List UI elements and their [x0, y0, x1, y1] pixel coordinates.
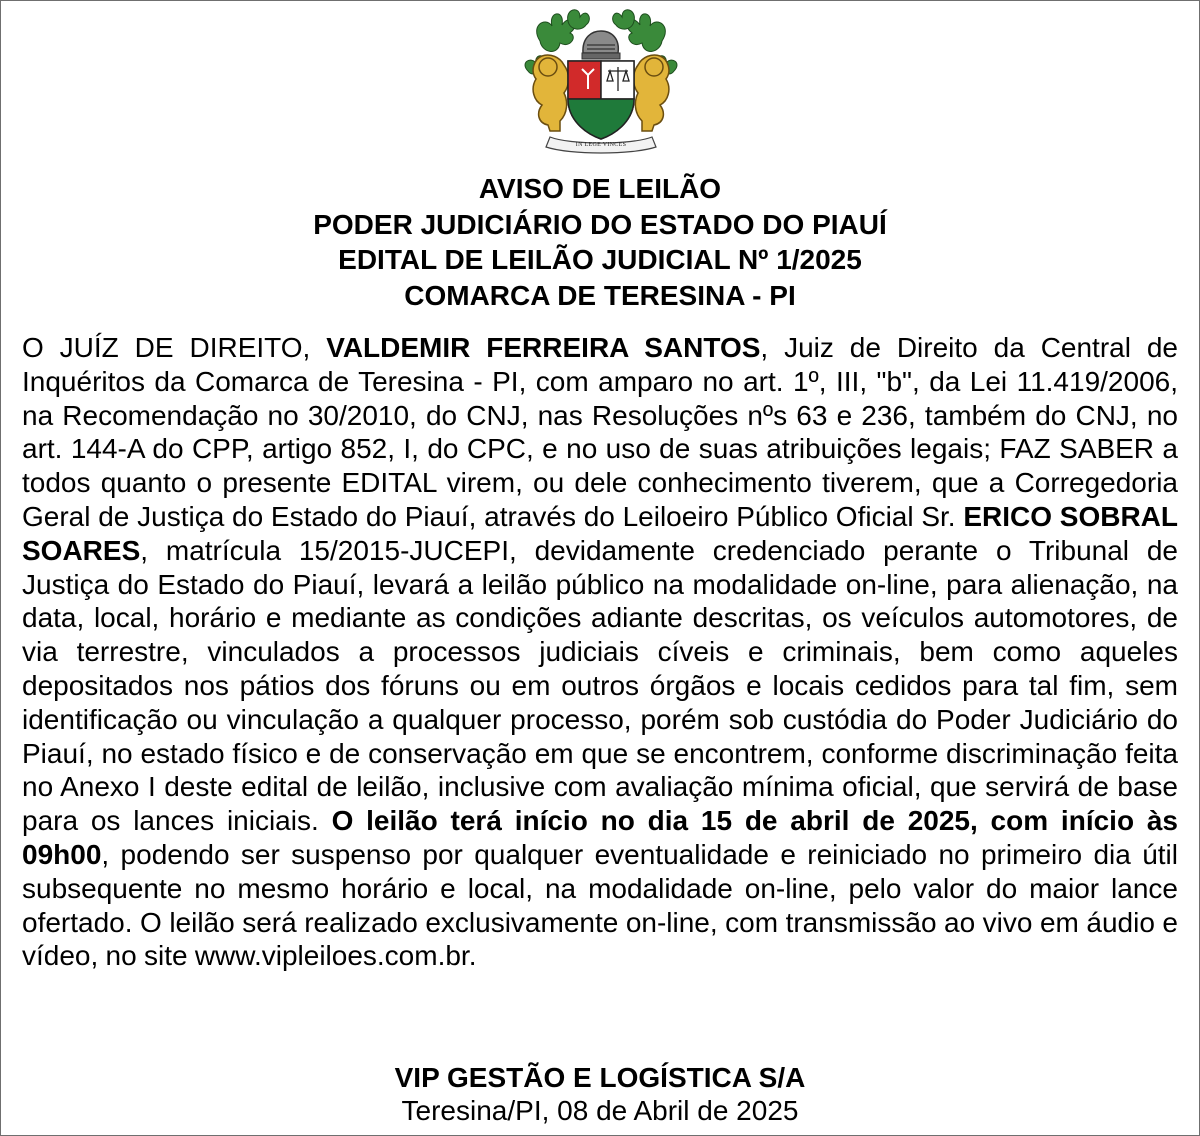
notice-footer	[1, 1061, 1199, 1127]
auctioneer-name: ERICO SOBRAL SOARES	[22, 500, 1178, 566]
coat-of-arms	[490, 1, 712, 159]
coat-of-arms-icon	[490, 1, 712, 159]
district-name: COMARCA DE TERESINA - PI	[404, 279, 796, 311]
edict-number: EDITAL DE LEILÃO JUDICIAL Nº 1/2025	[338, 244, 862, 275]
place-and-date: Teresina/PI, 08 de Abril de 2025	[401, 1095, 799, 1126]
judge-name: VALDEMIR FERREIRA SANTOS	[326, 332, 761, 363]
crest-motto: IN LEGE VINCES	[575, 142, 627, 148]
body-text-part: , Juiz de Direito da Central de Inquéritos da Comarca de Teresina - PI, com amparo no art. 1º, III, "b", da Lei 11.419/2006, na Recomendação no 30/2010, do CNJ, nas Resoluções nºs 63 e 236, também do CNJ, no art. 144-A do CPP, artigo 852, I, do CPC, e no uso de suas atribuições legais; FAZ SABER a todos quanto o presente EDITAL virem, ou dele conhecimento tiverem, que a Corregedoria Geral de Justiça do Estado do Piauí, através do Leiloeiro Público Oficial Sr.	[22, 332, 1179, 532]
company-name: VIP GESTÃO E LOGÍSTICA S/A	[394, 1062, 806, 1093]
auction-start-date: O leilão terá início no dia 15 de abril de 2025, com início às 09h00	[22, 805, 1178, 870]
notice-title: AVISO DE LEILÃO	[478, 173, 722, 204]
notice-headings	[1, 171, 1199, 313]
body-text-part: , matrícula 15/2015-JUCEPI, devidamente credenciado perante o Tribunal de Justiça do Estado do Piauí, levará a leilão público na modalidade on-line, para alienação, na data, local, horário e mediante as condições adiante descritas, os veículos automotores, de via terrestre, vinculados a processos judiciais cíveis e criminais, bem como aqueles depositados nos pátios dos fóruns ou em outros órgãos e locais cedidos para tal fim, sem identificação ou vinculação a qualquer processo, porém sob custódia do Poder Judiciário do Piauí, no estado físico e de conservação em que se encontrem, conforme discriminação feita no Anexo I deste edital de leilão, inclusive com avaliação mínima oficial, que servirá de base para os lances iniciais.	[22, 534, 1178, 837]
notice-body	[22, 331, 1178, 973]
body-text-part: O JUÍZ DE DIREITO,	[22, 332, 327, 363]
body-text-part: , podendo ser suspenso por qualquer eventualidade e reiniciado no primeiro dia útil subsequente no mesmo horário e local, na modalidade on-line, pelo valor do maior lance ofertado. O leilão será realizado exclusivamente on-line, com transmissão ao vivo em áudio e vídeo, no site www.vipleiloes.com.br.	[22, 838, 1178, 972]
court-name: PODER JUDICIÁRIO DO ESTADO DO PIAUÍ	[313, 208, 887, 240]
